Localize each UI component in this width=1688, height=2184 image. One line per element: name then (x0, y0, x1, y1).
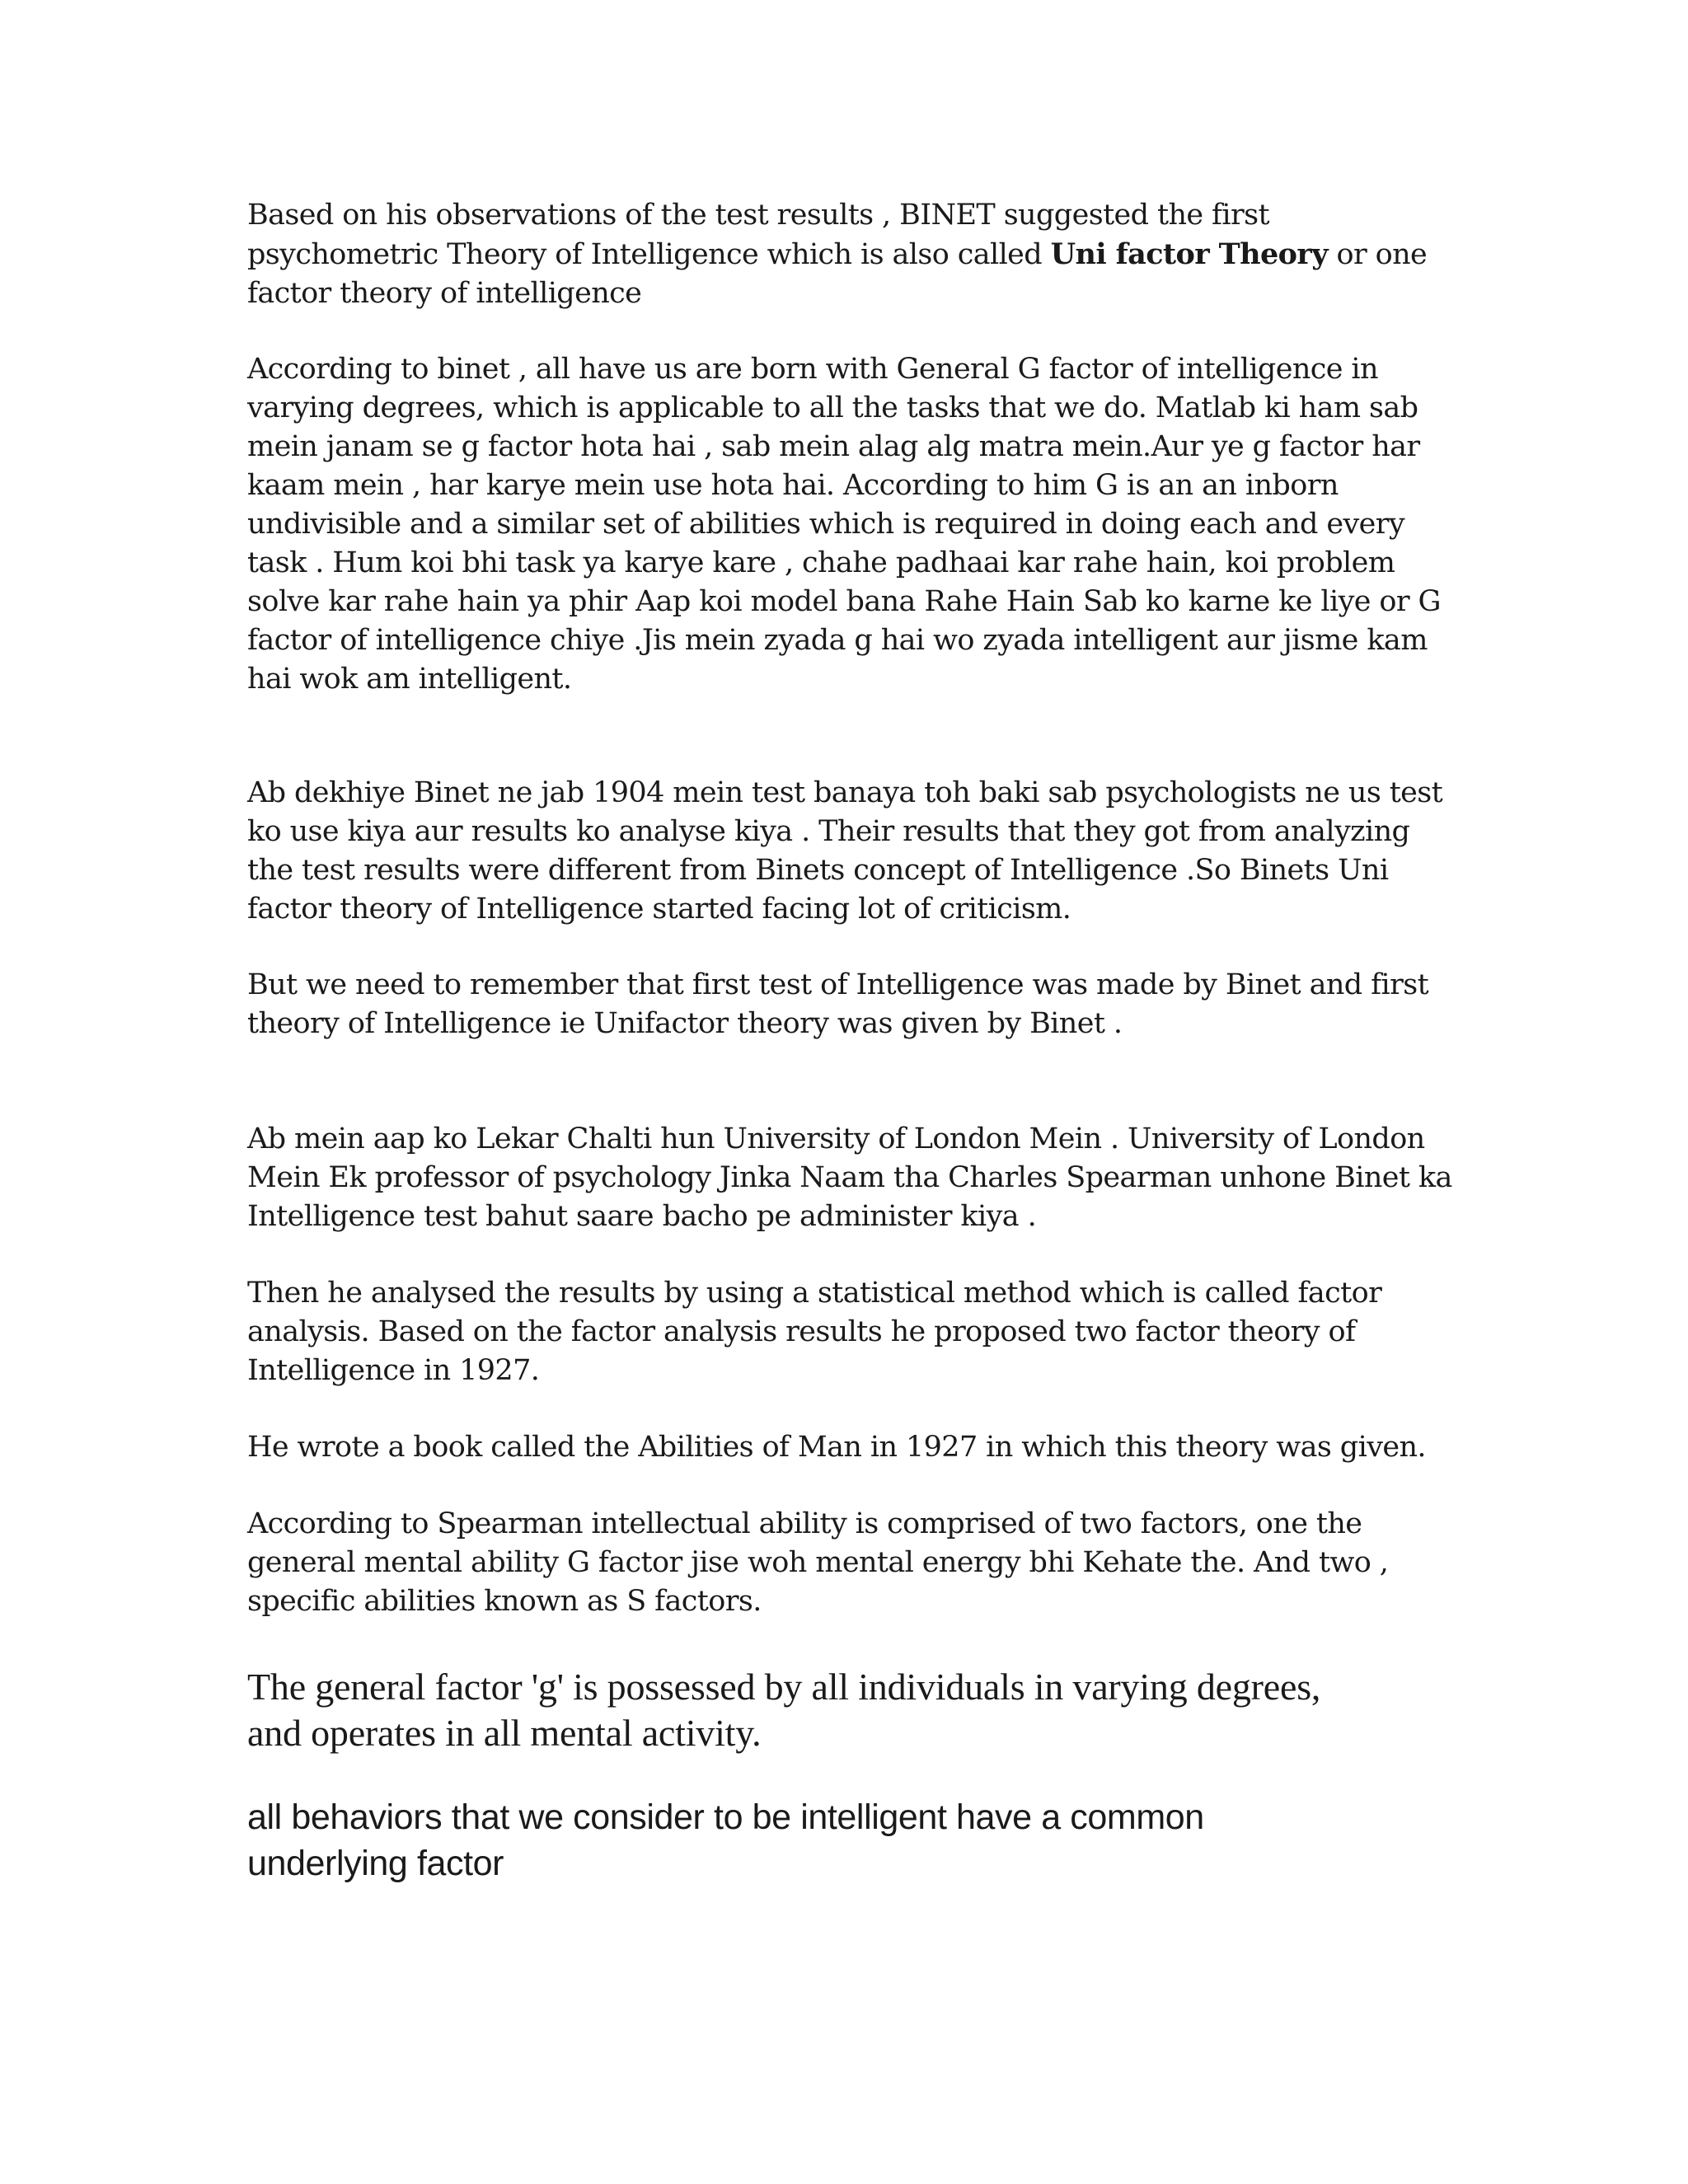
text-line: Intelligence test bahut saare bacho pe administer kiya . (247, 1200, 1037, 1233)
paragraph-binet-theory (247, 196, 1451, 313)
text-line: analysis. Based on the factor analysis results he proposed two factor theory of (247, 1315, 1356, 1348)
text-line: The general factor 'g' is possessed by all individuals in varying degrees, (247, 1666, 1321, 1708)
text-span: or one (1327, 238, 1428, 271)
text-line: factor of intelligence chiye .Jis mein zyada g hai wo zyada intelligent aur jisme kam (247, 624, 1428, 657)
text-line: specific abilities known as S factors. (247, 1585, 762, 1618)
text-span: psychometric Theory of Intelligence which is also called (247, 238, 1051, 271)
paragraph-spearman-intro (247, 1120, 1451, 1236)
text-line: solve kar rahe hain ya phir Aap koi model bana Rahe Hain Sab ko karne ke liye or G (247, 585, 1441, 618)
text-line: According to Spearman intellectual ability is comprised of two factors, one the (247, 1507, 1362, 1540)
text-line: kaam mein , har karye mein use hota hai. According to him G is an an inborn (247, 469, 1339, 502)
text-line: undivisible and a similar set of abilities which is required in doing each and every (247, 508, 1405, 541)
text-line: the test results were different from Binets concept of Intelligence .So Binets Uni (247, 854, 1389, 887)
text-line (247, 235, 1451, 274)
text-line: all behaviors that we consider to be intelligent have a common (247, 1797, 1204, 1837)
text-line: Ab mein aap ko Lekar Chalti hun University of London Mein . University of London (247, 1122, 1425, 1155)
text-line: general mental ability G factor jise woh mental energy bhi Kehate the. And two , (247, 1546, 1389, 1579)
text-line: Based on his observations of the test results , BINET suggested the first (247, 199, 1269, 232)
text-line: Mein Ek professor of psychology Jinka Naam tha Charles Spearman unhone Binet ka (247, 1161, 1452, 1194)
text-line: Then he analysed the results by using a statistical method which is called factor (247, 1277, 1382, 1310)
paragraph-criticism (247, 774, 1451, 929)
text-line: factor theory of Intelligence started facing lot of criticism. (247, 893, 1071, 926)
paragraph-factor-analysis (247, 1274, 1451, 1390)
text-line: But we need to remember that first test of Intelligence was made by Binet and first (247, 968, 1429, 1001)
text-line: ko use kiya aur results ko analyse kiya . Their results that they got from analyzing (247, 815, 1410, 848)
text-line: varying degrees, which is applicable to all the tasks that we do. Matlab ki ham sab (247, 391, 1418, 424)
text-line: hai wok am intelligent. (247, 663, 572, 696)
text-line: theory of Intelligence ie Unifactor theory was given by Binet . (247, 1007, 1123, 1040)
paragraph-common-factor (247, 1794, 1451, 1886)
paragraph-general-factor (247, 1664, 1451, 1756)
text-line: task . Hum koi bhi task ya karye kare , chahe padhaai kar rahe hain, koi problem (247, 546, 1395, 579)
paragraph-book (247, 1428, 1451, 1467)
text-line: mein janam se g factor hota hai , sab mein alag alg matra mein.Aur ye g factor har (247, 430, 1420, 463)
paragraph-g-factor (247, 350, 1451, 699)
text-line: He wrote a book called the Abilities of Man in 1927 in which this theory was given. (247, 1431, 1426, 1464)
text-line: According to binet , all have us are born with General G factor of intelligence in (247, 353, 1378, 386)
paragraph-remember (247, 966, 1451, 1043)
paragraph-two-factors (247, 1505, 1451, 1621)
text-line: underlying factor (247, 1844, 504, 1883)
bold-term: Uni factor Theory (1050, 237, 1328, 271)
text-line: and operates in all mental activity. (247, 1712, 762, 1754)
text-line: factor theory of intelligence (247, 277, 642, 310)
text-line: Intelligence in 1927. (247, 1354, 540, 1387)
text-line: Ab dekhiye Binet ne jab 1904 mein test banaya toh baki sab psychologists ne us test (247, 776, 1443, 809)
